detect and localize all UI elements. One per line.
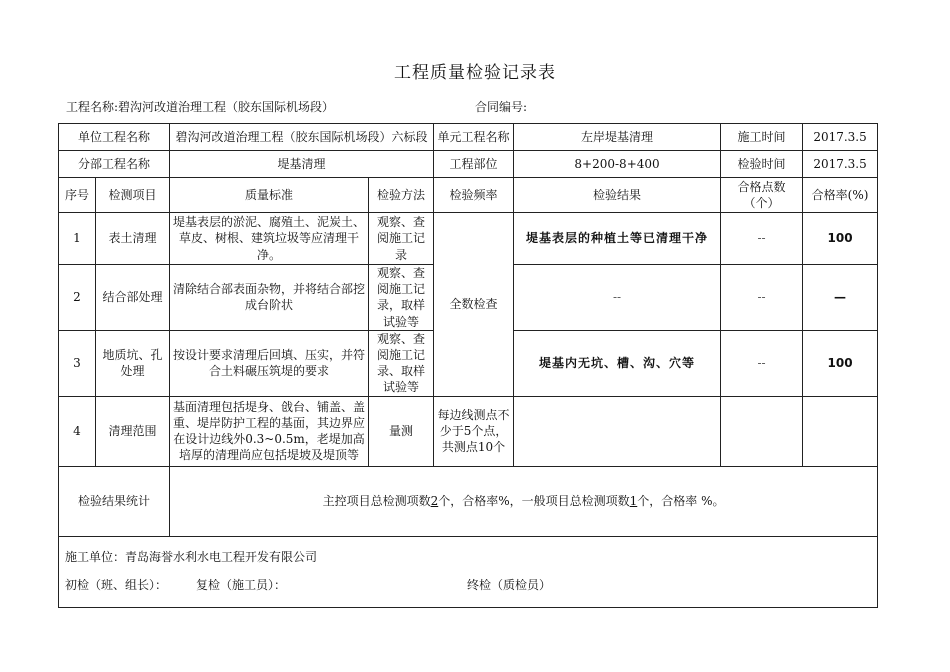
row-pass-rate: 100 bbox=[803, 213, 878, 265]
row-standard: 按设计要求清理后回填、压实，并符合土料碾压筑堤的要求 bbox=[170, 330, 369, 396]
general-item-count: 1 bbox=[629, 493, 638, 508]
project-name: 碧沟河改道治理工程（胶东国际机场段） bbox=[118, 100, 335, 114]
row-item: 清理范围 bbox=[96, 396, 170, 466]
sub-project-label: 分部工程名称 bbox=[59, 151, 170, 178]
project-part-value: 8+200-8+400 bbox=[514, 151, 721, 178]
col-header-pass-points: 合格点数（个） bbox=[721, 178, 803, 213]
row-no: 4 bbox=[59, 396, 96, 466]
row-result bbox=[514, 396, 721, 466]
inspector-line bbox=[59, 577, 877, 595]
construction-time-label: 施工时间 bbox=[721, 124, 803, 151]
contract-number-label: 合同编号: bbox=[475, 100, 528, 114]
row-standard: 清除结合部表面杂物，并将结合部挖成台阶状 bbox=[170, 265, 369, 331]
final-check-label: 终检（质检员） bbox=[467, 577, 552, 592]
recheck-label: 复检（施工员）： bbox=[196, 577, 287, 592]
row-pass-points: -- bbox=[721, 265, 803, 331]
row-no: 1 bbox=[59, 213, 96, 265]
summary-row bbox=[59, 466, 878, 536]
unit-project-value: 碧沟河改道治理工程（胶东国际机场段）六标段 bbox=[170, 124, 434, 151]
row-pass-points bbox=[721, 396, 803, 466]
summary-text-1: 主控项目总检测项数 bbox=[322, 493, 431, 508]
row-pass-rate: — bbox=[803, 265, 878, 331]
table-row bbox=[59, 396, 878, 466]
row-no: 3 bbox=[59, 330, 96, 396]
info-row-2 bbox=[59, 151, 878, 178]
row-method: 观察、查阅施工记录 bbox=[369, 213, 434, 265]
shared-frequency: 全数检查 bbox=[434, 213, 514, 397]
col-header-standard: 质量标准 bbox=[170, 178, 369, 213]
info-row-1 bbox=[59, 124, 878, 151]
column-header-row bbox=[59, 178, 878, 213]
signature-block bbox=[59, 536, 878, 607]
col-header-method: 检验方法 bbox=[369, 178, 434, 213]
row-standard: 基面清理包括堤身、戗台、铺盖、盖重、堤岸防护工程的基面，其边界应在设计边线外0.3~0.5m，老堤加高培厚的清理尚应包括堤坡及堤顶等 bbox=[170, 396, 369, 466]
project-name-line bbox=[66, 98, 334, 115]
element-project-label: 单元工程名称 bbox=[434, 124, 514, 151]
form-title: 工程质量检验记录表 bbox=[394, 63, 556, 83]
row-item: 地质坑、孔处理 bbox=[96, 330, 170, 396]
row-pass-rate bbox=[803, 396, 878, 466]
main-item-count: 2 bbox=[430, 493, 439, 508]
row-item: 表土清理 bbox=[96, 213, 170, 265]
contractor-line: 施工单位：青岛海誉水利水电工程开发有限公司 bbox=[65, 549, 318, 564]
row-result: -- bbox=[514, 265, 721, 331]
row-pass-points: -- bbox=[721, 330, 803, 396]
table-row bbox=[59, 213, 878, 265]
project-label: 工程名称: bbox=[66, 100, 119, 114]
col-header-frequency: 检验频率 bbox=[434, 178, 514, 213]
row-method: 量测 bbox=[369, 396, 434, 466]
element-project-value: 左岸堤基清理 bbox=[514, 124, 721, 151]
row-no: 2 bbox=[59, 265, 96, 331]
row-method: 观察、查阅施工记录、取样试验等 bbox=[369, 330, 434, 396]
col-header-pass-rate: 合格率(%) bbox=[803, 178, 878, 213]
col-header-result: 检验结果 bbox=[514, 178, 721, 213]
row-standard: 堤基表层的淤泥、腐殖土、泥炭土、草皮、树根、建筑垃圾等应清理干净。 bbox=[170, 213, 369, 265]
summary-text bbox=[170, 466, 878, 536]
project-part-label: 工程部位 bbox=[434, 151, 514, 178]
row-result: 堤基内无坑、槽、沟、穴等 bbox=[514, 330, 721, 396]
summary-text-3: 个，合格率 %。 bbox=[637, 493, 725, 508]
row-result: 堤基表层的种植土等已清理干净 bbox=[514, 213, 721, 265]
row-method: 观察、查阅施工记录，取样试验等 bbox=[369, 265, 434, 331]
unit-project-label: 单位工程名称 bbox=[59, 124, 170, 151]
first-check-label: 初检（班、组长）： bbox=[65, 577, 168, 592]
row-pass-rate: 100 bbox=[803, 330, 878, 396]
row-pass-points: -- bbox=[721, 213, 803, 265]
row-item: 结合部处理 bbox=[96, 265, 170, 331]
summary-label: 检验结果统计 bbox=[59, 466, 170, 536]
inspection-time-value: 2017.3.5 bbox=[803, 151, 878, 178]
summary-text-2: 个，合格率%，一般项目总检测项数 bbox=[438, 493, 630, 508]
sub-project-value: 堤基清理 bbox=[170, 151, 434, 178]
signature-row bbox=[59, 536, 878, 607]
construction-time-value: 2017.3.5 bbox=[803, 124, 878, 151]
col-header-item: 检测项目 bbox=[96, 178, 170, 213]
inspection-record-table bbox=[58, 123, 878, 608]
col-header-no: 序号 bbox=[59, 178, 96, 213]
inspection-time-label: 检验时间 bbox=[721, 151, 803, 178]
row-frequency: 每边线测点不少于5个点，共测点10个 bbox=[434, 396, 514, 466]
